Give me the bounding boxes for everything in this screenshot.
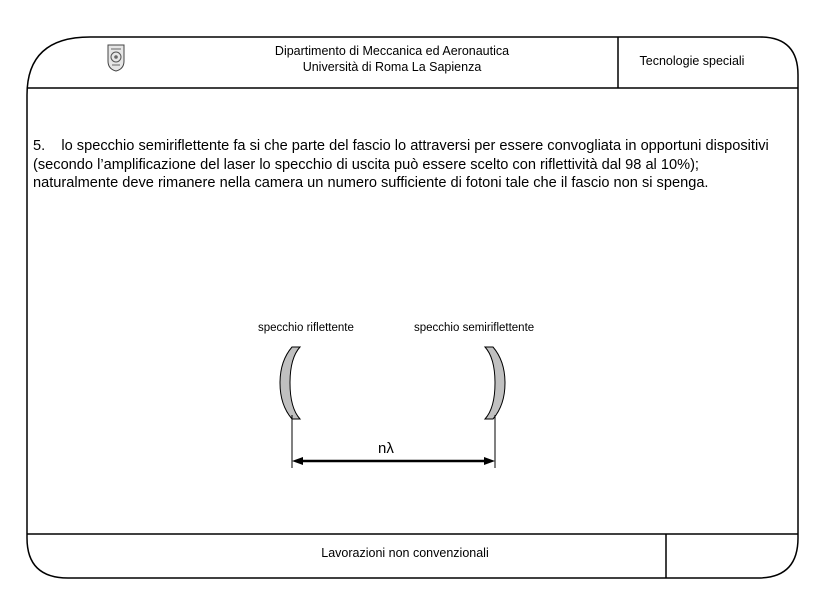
distance-arrowhead-left: [292, 457, 303, 465]
body-paragraph: 5. lo specchio semiriflettente fa si che parte del fascio lo attraversi per essere convogliata in opportuni dispositivi (secondo l’amplificazione del laser lo specchio di uscita può essere scelto con riflettività dal 98 al 10%); naturalmente deve rimanere nella camera un numero sufficiente di fotoni tale che il fascio non si spenga.: [33, 138, 773, 191]
left-mirror-label: specchio riflettente: [258, 322, 354, 334]
outer-border: [27, 37, 798, 578]
university-name: Università di Roma La Sapienza: [302, 60, 482, 74]
header-title: [232, 43, 552, 75]
distance-arrowhead-right: [484, 457, 495, 465]
course-title: Tecnologie speciali: [639, 54, 745, 68]
university-seal-logo: [108, 45, 124, 71]
footer-title: Lavorazioni non convenzionali: [321, 546, 489, 560]
distance-label: nλ: [378, 440, 394, 457]
right-mirror-label: specchio semiriflettente: [414, 322, 535, 334]
department-name: Dipartimento di Meccanica ed Aeronautica: [274, 44, 510, 58]
right-mirror: [485, 347, 505, 419]
left-mirror: [280, 347, 300, 419]
